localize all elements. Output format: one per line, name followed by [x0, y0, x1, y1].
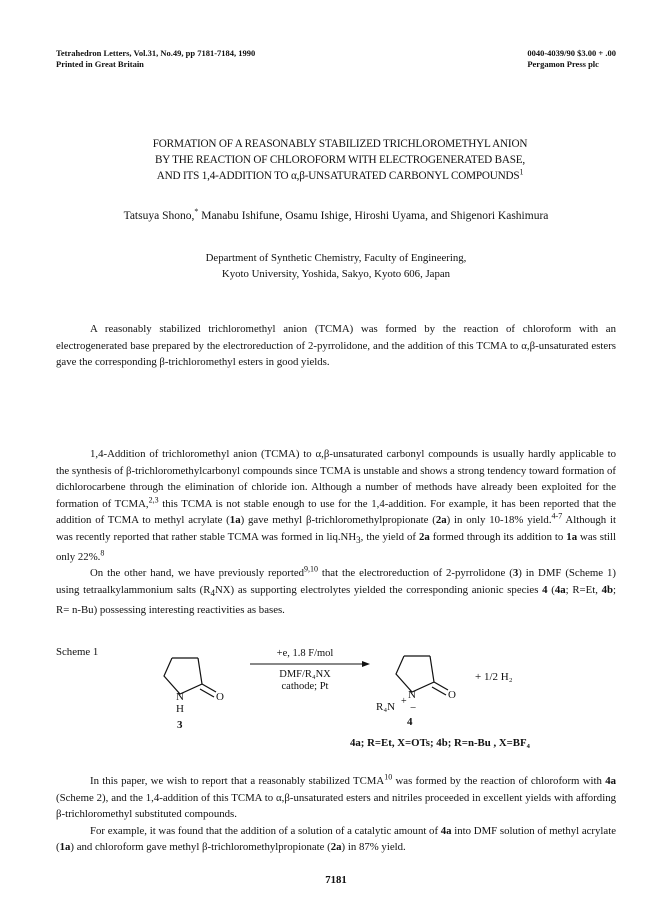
compound-3-label: 3: [177, 719, 183, 731]
paragraph-1: [56, 446, 616, 565]
affiliation-line-2: Kyoto University, Yoshida, Sakyo, Kyoto 606, Japan: [221, 268, 451, 280]
text-run: For example, it was found that the addition of a solution of a catalytic amount of: [90, 824, 441, 837]
text-run: into DMF solution of methyl acrylate (: [56, 824, 616, 854]
paragraph-3: [56, 773, 616, 823]
compound-label: 1a: [566, 530, 578, 543]
text-run: was formed by the reaction of chloroform with: [392, 775, 606, 787]
affiliation: [56, 250, 616, 282]
subscript: 4: [210, 588, 215, 599]
atom-H-3: H: [176, 703, 184, 715]
other-authors: Manabu Ishifune, Osamu Ishige, Hiroshi Uyama, and Shigenori Kashimura: [198, 210, 549, 222]
compound-label: 4a: [554, 583, 566, 596]
affiliation-line-1: Department of Synthetic Chemistry, Faculty of Engineering,: [205, 252, 467, 264]
journal-citation: [56, 48, 255, 70]
pyrrolidone-structure: [164, 658, 216, 697]
title-footnote-ref: 1: [519, 167, 524, 177]
text-run: that the electroreduction of 2-pyrrolidone (: [318, 567, 513, 580]
compound-label: 2a: [330, 841, 342, 854]
publisher-info: [527, 48, 616, 70]
abstract: A reasonably stabilized trichloromethyl anion (TCMA) was formed by the reaction of chloroform with an electrogenerated base prepared by the electroreduction of 2-pyrrolidone, and the addition of this TCMA to α,β-unsaturated esters gave the corresponding β-trichloromethyl esters in good yields.: [56, 323, 616, 368]
compound-4-label: 4: [407, 716, 413, 728]
citation-line: Tetrahedron Letters, Vol.31, No.49, pp 7181-7184, 1990: [56, 48, 256, 58]
text-run: , the yield of: [360, 530, 419, 543]
text-run: NX) as supporting electrolytes yielded the corresponding anionic species: [214, 583, 543, 596]
text-run: ) and chloroform gave methyl β-trichloromethylpropionate (: [70, 841, 331, 854]
ref-superscript: 8: [100, 548, 105, 558]
compound-label: 4: [542, 583, 548, 596]
text-run: ) in only 10-18% yield.: [446, 514, 552, 527]
compound-label: 4a: [605, 775, 616, 787]
body-section-1: [56, 446, 616, 618]
page-number: 7181: [325, 874, 347, 886]
compound-label: 1a: [229, 514, 241, 527]
text-run: ) in 87% yield.: [341, 841, 406, 854]
paper-title: [80, 136, 600, 184]
text-run: was still only 22%.: [56, 530, 617, 563]
publisher-name: Pergamon Press plc: [527, 59, 599, 69]
compound-label: 2a: [435, 514, 447, 527]
text-run: this TCMA is not stable enough to use for the 1,4-addition. For example, it has been reported that the addition of TCMA to methyl acrylate (: [56, 497, 616, 527]
text-run: ) gave methyl β-trichloromethylpropionate (: [240, 514, 436, 527]
anion-charge: −: [410, 702, 417, 714]
title-line-2: BY THE REACTION OF CHLOROFORM WITH ELECTROGENERATED BASE,: [154, 154, 525, 166]
reaction-arrow-head: [362, 661, 370, 667]
ring-bonds: [164, 658, 202, 694]
author-list: [56, 207, 616, 222]
corresponding-star: *: [194, 207, 199, 217]
atom-N-4: N: [408, 689, 416, 701]
text-run: ) in DMF (Scheme 1) using tetraalkylammonium salts (R: [56, 567, 616, 596]
scheme-1-reaction: [150, 636, 570, 736]
text-run: (Scheme 2), and the 1,4-addition of this TCMA to α,β-unsaturated esters and nitriles proceeded in excellent yields with affording β-trichloromethyl substituted compounds.: [56, 791, 616, 821]
ref-superscript: 10: [384, 772, 393, 782]
atom-O-4: O: [448, 689, 456, 701]
reagent-electrons: +e, 1.8 F/mol: [276, 648, 334, 659]
cation-charge: +: [401, 696, 407, 707]
title-line-3: [80, 168, 600, 184]
subscript: 3: [356, 535, 361, 546]
reagent-solvent: DMF/R₄NX: [279, 669, 331, 680]
scheme-legend: 4a; R=Et, X=OTs; 4b; R=n-Bu , X=BF₄: [350, 737, 530, 749]
text-run: Although it was recently reported that rather stable TCMA was formed in liq.NH: [56, 514, 617, 543]
ref-superscript: 2,3: [148, 495, 159, 505]
paragraph-4: [56, 823, 616, 856]
first-author: Tatsuya Shono,: [123, 210, 195, 222]
title-line-3-text: AND ITS 1,4-ADDITION TO α,β-UNSATURATED CARBONYL COMPOUNDS: [156, 170, 520, 182]
compound-label: 3: [512, 567, 519, 580]
text-run: 1,4-Addition of trichloromethyl anion (TCMA) to α,β-unsaturated carbonyl compounds is usually hardly applicable to the synthesis of β-trichloromethylcarbonyl compounds since TCMA is unstable and shows a strong tendency toward formation of dichlorocarbene through the elimination of chloride ion. Although a number of methods have already been exploited for the formation of TCMA,: [56, 448, 616, 510]
compound-label: 4b: [601, 583, 614, 596]
text-run: ; R=Et,: [565, 583, 602, 596]
ref-superscript: 4-7: [551, 511, 563, 521]
issn-price: 0040-4039/90 $3.00 + .00: [527, 48, 616, 58]
text-run: (: [547, 583, 555, 596]
text-run: formed through its addition to: [429, 530, 567, 543]
paragraph-2: [56, 565, 616, 618]
body-section-2: [56, 773, 616, 856]
text-run: In this paper, we wish to report that a reasonably stabilized TCMA: [90, 775, 385, 787]
printed-line: Printed in Great Britain: [56, 59, 144, 69]
title-line-1: FORMATION OF A REASONABLY STABILIZED TRICHLOROMETHYL ANION: [152, 138, 528, 150]
text-run: ; R= n-Bu) possessing interesting reactivities as bases.: [56, 583, 617, 616]
ring-bonds: [396, 656, 434, 692]
ammonium-cation: R₄N: [376, 701, 396, 713]
ref-superscript: 9,10: [304, 564, 319, 574]
atom-O-3: O: [216, 691, 224, 703]
atom-N-3: N: [176, 691, 184, 703]
text-run: On the other hand, we have previously reported: [90, 567, 305, 580]
hydrogen-byproduct: + 1/2 H₂: [475, 671, 513, 683]
compound-label: 2a: [418, 530, 430, 543]
reagent-electrode: cathode; Pt: [281, 681, 329, 692]
compound-label: 1a: [59, 841, 71, 854]
anion-structure: [396, 656, 448, 695]
compound-label: 4a: [440, 824, 452, 837]
scheme-label: Scheme 1: [56, 646, 99, 658]
